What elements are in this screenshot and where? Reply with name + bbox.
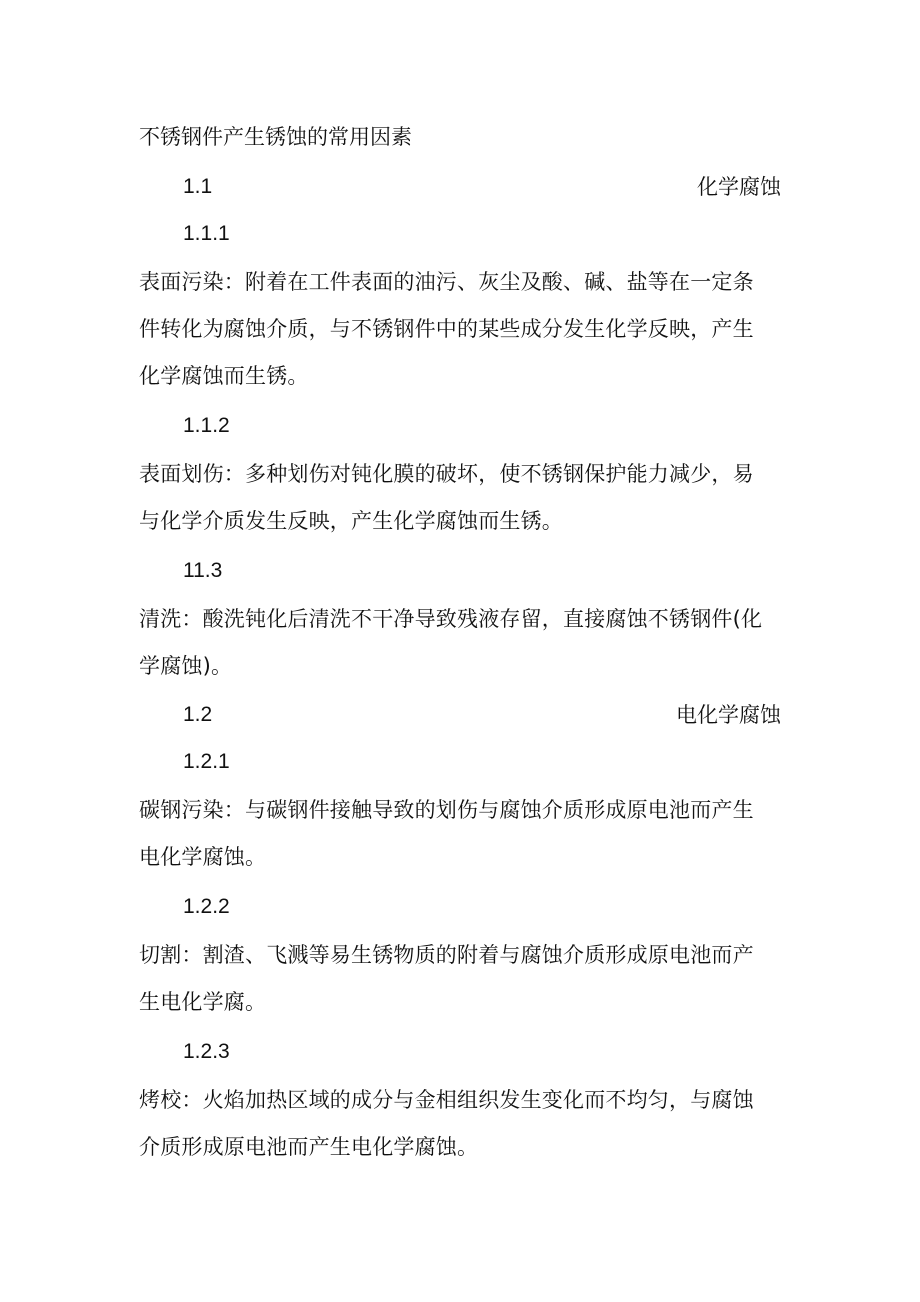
item-paragraph: 表面划伤：多种划伤对钝化膜的破坏，使不锈钢保护能力减少，易与化学介质发生反映，产生化学腐蚀而生锈。 (139, 462, 754, 533)
document-title: 不锈钢件产生锈蚀的常用因素 (139, 125, 412, 149)
item-paragraph: 切割：割渣、飞溅等易生锈物质的附着与腐蚀介质形成原电池而产生电化学腐。 (139, 943, 754, 1014)
section-heading: 化学腐蚀 (697, 175, 781, 199)
section-heading: 电化学腐蚀 (676, 703, 781, 727)
section-number: 1.2 (183, 703, 213, 726)
item-paragraph: 烤校：火焰加热区域的成分与金相组织发生变化而不均匀，与腐蚀介质形成原电池而产生电化学腐蚀。 (139, 1088, 754, 1159)
section-number: 1.1 (183, 175, 213, 198)
item-number: 1.2.2 (183, 895, 230, 918)
item-number: 1.1.1 (183, 222, 230, 245)
item-number: 1.2.1 (183, 750, 230, 773)
item-paragraph: 清洗：酸洗钝化后清洗不干净导致残液存留，直接腐蚀不锈钢件(化学腐蚀)。 (139, 607, 763, 678)
item-number: 11.3 (183, 559, 223, 582)
item-number: 1.1.2 (183, 414, 230, 437)
item-number: 1.2.3 (183, 1040, 230, 1063)
item-paragraph: 碳钢污染：与碳钢件接触导致的划伤与腐蚀介质形成原电池而产生电化学腐蚀。 (139, 798, 754, 869)
item-paragraph: 表面污染：附着在工件表面的油污、灰尘及酸、碱、盐等在一定条件转化为腐蚀介质，与不锈钢件中的某些成分发生化学反映，产生化学腐蚀而生锈。 (139, 270, 754, 388)
